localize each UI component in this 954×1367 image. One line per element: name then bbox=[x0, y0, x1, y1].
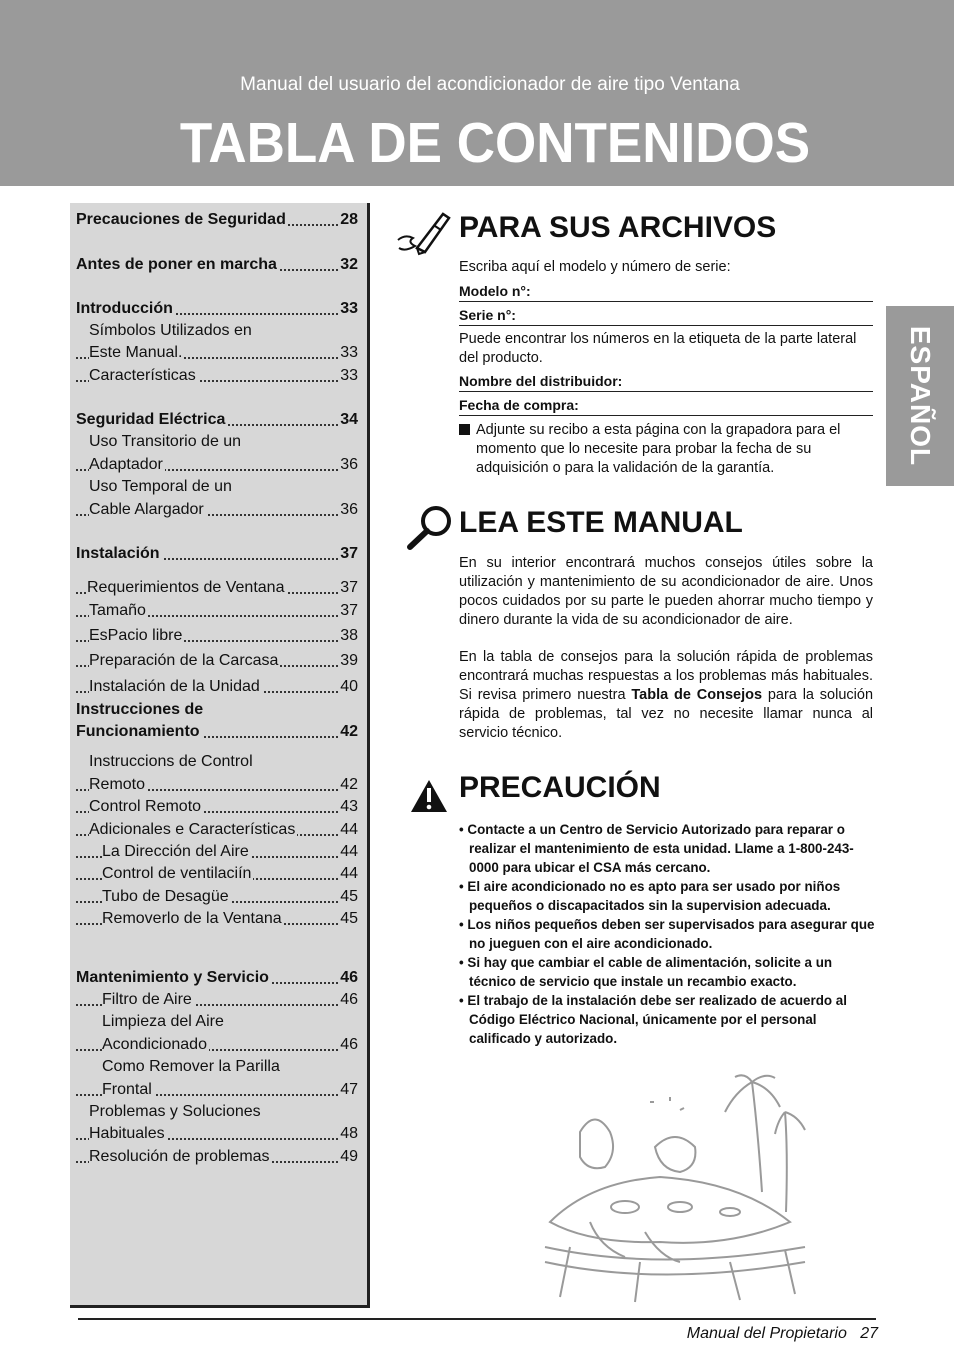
toc-entry-page: 46 bbox=[340, 969, 358, 986]
toc-entry-page: 42 bbox=[340, 776, 358, 793]
toc-entry-page: 32 bbox=[340, 256, 358, 273]
toc-entry-label: Características bbox=[89, 367, 196, 384]
square-bullet-icon bbox=[459, 424, 470, 435]
toc-entry-label: Remoto bbox=[89, 776, 146, 793]
toc-entry bbox=[76, 797, 358, 817]
serial-number-field: Serie n°: bbox=[459, 307, 873, 326]
toc-entry bbox=[76, 775, 358, 795]
toc-entry-page: 37 bbox=[340, 579, 358, 596]
toc-entry-page: 47 bbox=[340, 1081, 358, 1098]
toc-entry-page: 33 bbox=[340, 344, 358, 361]
toc-entry-label: Cable Alargador bbox=[89, 501, 204, 518]
toc-entry-page: 34 bbox=[340, 411, 358, 428]
toc-entry-page: 43 bbox=[340, 798, 358, 815]
toc-entry-page: 37 bbox=[340, 545, 358, 562]
toc-entry bbox=[76, 299, 358, 319]
toc-entry bbox=[76, 820, 358, 840]
toc-entry-label: Preparación de la Carcasa bbox=[89, 652, 279, 669]
precaution-item: • El trabajo de la instalación debe ser realizado de acuerdo al Código Eléctrico Nacional, únicamente por el personal calificado y autorizado. bbox=[459, 993, 847, 1046]
manual-paragraph-1: En su interior encontrará muchos consejos útiles sobre la utilización y mantenimiento de su acondicionador de aire. Unos pocos cuidados por su parte le pueden ahorrar mucho tiempo y dinero durante la vida de su acondicionador de aire. bbox=[459, 555, 873, 628]
toc-entry-page: 36 bbox=[340, 456, 358, 473]
language-tab-label: ESPAÑOL bbox=[905, 325, 936, 467]
toc-entry bbox=[76, 1035, 358, 1055]
precaution-item: • Contacte a un Centro de Servicio Autorizado para reparar o realizar el mantenimiento de esta unidad. Llame a 1-800-243-0000 para ubicar el CSA más cercano. bbox=[459, 822, 854, 875]
toc-entry-label: Como Remover la Parilla bbox=[102, 1058, 280, 1075]
toc-entry-label: Adaptador bbox=[89, 456, 163, 473]
toc-entry-label: Seguridad Eléctrica bbox=[76, 411, 226, 428]
toc-entry-label: Tubo de Desagüe bbox=[102, 888, 229, 905]
toc-entry bbox=[76, 700, 358, 720]
header-band bbox=[0, 0, 954, 186]
toc-entry-label: Uso Transitorio de un bbox=[89, 433, 242, 450]
toc-entry-label: Resolución de problemas bbox=[89, 1148, 270, 1165]
toc-entry-page: 42 bbox=[340, 723, 358, 740]
toc-entry-label: Antes de poner en marcha bbox=[76, 256, 277, 273]
dealer-name-field: Nombre del distribuidor: bbox=[459, 373, 873, 392]
toc-entry-label: Limpieza del Aire bbox=[102, 1013, 224, 1030]
staple-note-text: Adjunte su recibo a esta página con la grapadora para el momento que lo necesite para probar la fecha de su adquisición o para la validación de la garantía. bbox=[476, 422, 841, 476]
toc-entry-page: 40 bbox=[340, 678, 358, 695]
toc-entry bbox=[76, 842, 358, 862]
precaucion-title: PRECAUCIÓN bbox=[459, 771, 661, 804]
footer-page-label: Manual del Propietario 27 bbox=[686, 1325, 878, 1342]
toc-entry-label: Precauciones de Seguridad bbox=[76, 211, 286, 228]
toc-entry-label: Mantenimiento y Servicio bbox=[76, 969, 269, 986]
toc-entry bbox=[76, 601, 358, 621]
toc-entry-label: Uso Temporal de un bbox=[89, 478, 232, 495]
toc-entry-label: Filtro de Aire bbox=[102, 991, 192, 1008]
toc-entry bbox=[76, 677, 358, 697]
toc-entry-page: 49 bbox=[340, 1148, 358, 1165]
toc-entry bbox=[76, 410, 358, 430]
toc-entry-label: Acondicionado bbox=[102, 1036, 207, 1053]
toc-entry bbox=[76, 990, 358, 1010]
warning-triangle-icon bbox=[409, 778, 449, 814]
picnic-illustration bbox=[530, 1072, 820, 1304]
manual-p2-a: En la tabla de consejos para la solución rápida de problemas encontrará muchas respuestas a los problemas más habituales. Si revisa primero nuestra bbox=[459, 649, 873, 703]
manual-title: LEA ESTE MANUAL bbox=[459, 506, 743, 539]
toc-entry bbox=[76, 321, 358, 341]
toc-entry-page: 33 bbox=[340, 367, 358, 384]
toc-entry-page: 44 bbox=[340, 821, 358, 838]
manual-paragraph-2 bbox=[459, 648, 873, 743]
toc-entry-page: 48 bbox=[340, 1125, 358, 1142]
toc-entry bbox=[76, 477, 358, 497]
toc-entry-page: 33 bbox=[340, 300, 358, 317]
manual-subtitle: Manual del usuario del acondicionador de aire tipo Ventana bbox=[240, 74, 740, 95]
archivos-intro: Escriba aquí el modelo y número de serie: bbox=[459, 259, 731, 275]
toc-entry-label: Símbolos Utilizados en bbox=[89, 322, 252, 339]
toc-entry-label: Requerimientos de Ventana bbox=[87, 579, 285, 596]
table-of-contents bbox=[70, 203, 370, 1308]
precaution-item: • Si hay que cambiar el cable de alimentación, solicite a un técnico de servicio que instale un recambio exacto. bbox=[459, 955, 833, 989]
toc-entry-label: Este Manual. bbox=[89, 344, 183, 361]
toc-entry bbox=[76, 968, 358, 988]
toc-entry bbox=[76, 343, 358, 363]
toc-entry-label: La Dirección del Aire bbox=[102, 843, 249, 860]
toc-entry-page: 45 bbox=[340, 888, 358, 905]
page-title: TABLA DE CONTENIDOS bbox=[179, 111, 811, 175]
toc-entry-page: 46 bbox=[340, 1036, 358, 1053]
toc-entry-label: Control de ventilaciín bbox=[102, 865, 252, 882]
toc-entry-page: 44 bbox=[340, 843, 358, 860]
toc-entry bbox=[76, 864, 358, 884]
toc-entry-page: 38 bbox=[340, 627, 358, 644]
toc-entry bbox=[76, 432, 358, 452]
toc-entry bbox=[76, 752, 358, 772]
toc-entry-page: 36 bbox=[340, 501, 358, 518]
toc-entry bbox=[76, 887, 358, 907]
toc-entry bbox=[76, 626, 358, 646]
toc-entry bbox=[76, 1012, 358, 1032]
toc-entry bbox=[76, 210, 358, 230]
serial-note: Puede encontrar los números en la etiqueta de la parte lateral del producto. bbox=[459, 331, 857, 366]
toc-entry-page: 45 bbox=[340, 910, 358, 927]
toc-entry bbox=[76, 544, 358, 564]
manual-p2-bold: Tabla de Consejos bbox=[631, 687, 763, 703]
toc-entry-label: Tamaño bbox=[89, 602, 146, 619]
toc-entry bbox=[76, 909, 358, 929]
toc-entry-label: Problemas y Soluciones bbox=[89, 1103, 261, 1120]
footer-rule bbox=[78, 1318, 876, 1320]
toc-entry bbox=[76, 500, 358, 520]
toc-entry-label: EsPacio libre bbox=[89, 627, 183, 644]
toc-entry-label: Instalación bbox=[76, 545, 160, 562]
toc-entry-label: Introducción bbox=[76, 300, 173, 317]
toc-entry-label: Removerlo de la Ventana bbox=[102, 910, 282, 927]
toc-entry bbox=[76, 255, 358, 275]
archivos-title: PARA SUS ARCHIVOS bbox=[459, 211, 777, 244]
toc-entry bbox=[76, 578, 358, 598]
toc-entry-label: Instrucciones de bbox=[76, 701, 204, 718]
toc-entry bbox=[76, 1147, 358, 1167]
toc-entry-label: Frontal bbox=[102, 1081, 152, 1098]
toc-entry-label: Habituales bbox=[89, 1125, 165, 1142]
toc-entry bbox=[76, 722, 358, 742]
manual-p2-c: para la solución rápida de problemas, tal vez no necesite llamar nunca al servicio técnico. bbox=[459, 687, 874, 741]
toc-entry bbox=[76, 1124, 358, 1144]
language-tab bbox=[886, 306, 954, 486]
toc-entry-label: Instalación de la Unidad bbox=[89, 678, 260, 695]
magnifier-icon bbox=[404, 503, 456, 551]
toc-entry bbox=[76, 1102, 358, 1122]
toc-entry bbox=[76, 455, 358, 475]
toc-entry-label: Funcionamiento bbox=[76, 723, 200, 740]
pen-icon bbox=[395, 208, 455, 258]
precaution-item: • Los niños pequeños deben ser supervisados para asegurar que no jueguen con el aire acondicionado. bbox=[459, 917, 875, 951]
toc-entry bbox=[76, 366, 358, 386]
toc-entry-label: Adicionales e Características bbox=[89, 821, 296, 838]
model-number-field: Modelo n°: bbox=[459, 283, 873, 302]
toc-entry-page: 46 bbox=[340, 991, 358, 1008]
toc-entry-page: 37 bbox=[340, 602, 358, 619]
toc-entry bbox=[76, 1080, 358, 1100]
toc-entry-label: Instruccions de Control bbox=[89, 753, 253, 770]
precaution-item: • El aire acondicionado no es apto para ser usado por niños pequeños o discapacitados sin la supervision adecuada. bbox=[459, 879, 841, 913]
staple-note bbox=[459, 421, 876, 478]
precaution-list bbox=[459, 820, 877, 1048]
toc-entry-page: 44 bbox=[340, 865, 358, 882]
toc-entry-page: 39 bbox=[340, 652, 358, 669]
toc-entry-label: Control Remoto bbox=[89, 798, 202, 815]
toc-entry-page: 28 bbox=[340, 211, 358, 228]
toc-entry bbox=[76, 1057, 358, 1077]
toc-entry bbox=[76, 651, 358, 671]
purchase-date-field: Fecha de compra: bbox=[459, 397, 873, 416]
